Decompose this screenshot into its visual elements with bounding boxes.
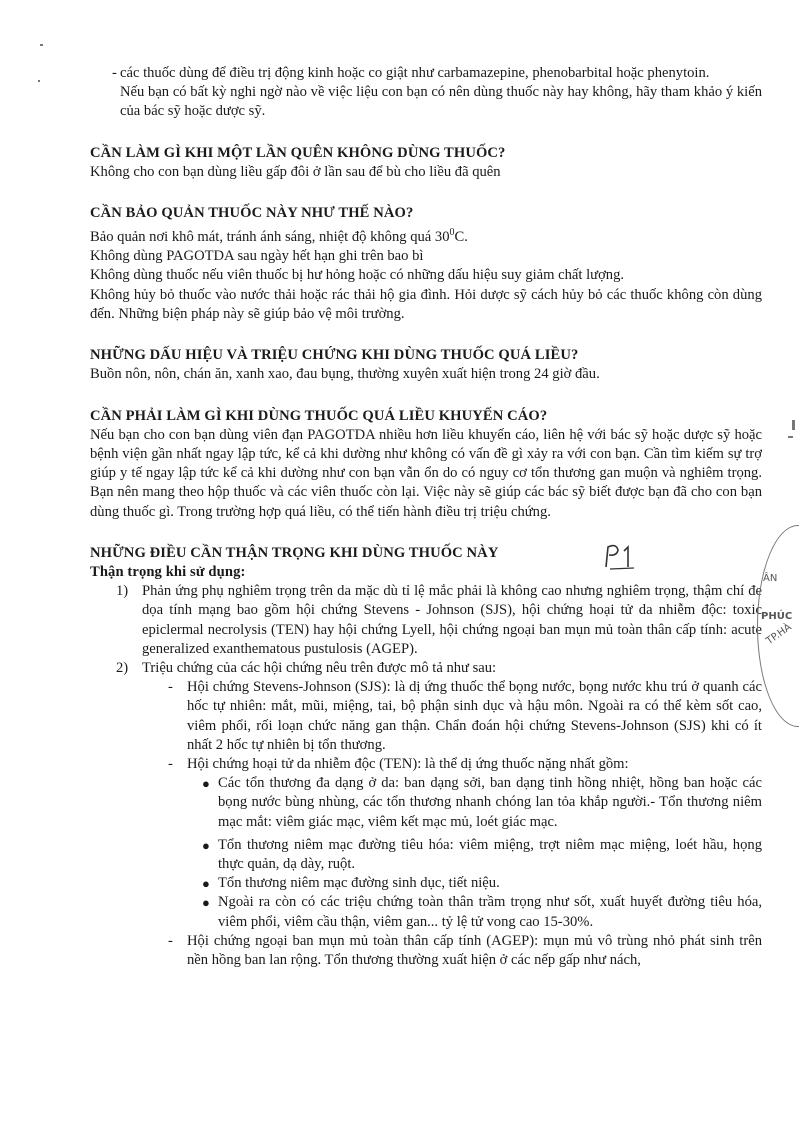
stamp-fragment: TP.HÀ xyxy=(764,621,794,648)
ten-bullet-item xyxy=(90,774,762,832)
overdose-signs-heading: NHỮNG DẤU HIỆU VÀ TRIỆU CHỨNG KHI DÙNG THUỐC QUÁ LIỀU? xyxy=(90,347,579,364)
item-number: 2) xyxy=(116,659,129,676)
ten-bullet-text: Ngoài ra còn có các triệu chứng toàn thân trầm trọng như sốt, xuất huyết đường tiêu hóa, viêm phổi, viêm cầu thận, viêm gan... tỷ lệ tử vong cao 15-30%. xyxy=(218,894,762,930)
ten-bullet-text: Tổn thương niêm mạc đường tiêu hóa: viêm miệng, trợt niêm mạc miệng, loét hầu, họng thực quản, dạ dày, ruột. xyxy=(218,836,762,872)
intro-dash-item xyxy=(90,64,762,83)
caution-item-2 xyxy=(90,659,762,678)
intro-dash-text: các thuốc dùng để điều trị động kinh hoặc co giật như carbamazepine, phenobarbital hoặc phenytoin. xyxy=(120,65,710,81)
scan-artifact xyxy=(792,420,795,430)
stamp-circle xyxy=(757,525,799,727)
ten-bullet-item xyxy=(90,836,762,874)
scan-artifact xyxy=(38,80,40,82)
storage-line-3: Không dùng thuốc nếu viên thuốc bị hư hỏng hoặc có những dấu hiệu suy giảm chất lượng. xyxy=(90,267,625,284)
item-number: 1) xyxy=(116,583,129,600)
caution-item-1 xyxy=(90,582,762,659)
handwritten-initial xyxy=(602,541,642,571)
ten-bullet-text: Các tổn thương đa dạng ở da: ban dạng sởi, ban dạng tinh hồng nhiệt, hồng ban hoặc các bọng nước bùng nhùng, các tổn thương nhanh chóng lan tỏa khắp người.- Tổn thương niêm mạc mắt: viêm giác mạc, viêm kết mạc mủ, loét giác mạc. xyxy=(218,775,762,830)
storage-line-4: Không hủy bỏ thuốc vào nước thải hoặc rác thải hộ gia đình. Hỏi dược sỹ cách hủy bỏ các thuốc không còn dùng đến. Những biện pháp này sẽ giúp bảo vệ môi trường. xyxy=(90,286,762,322)
intro-note: Nếu bạn có bất kỳ nghi ngờ nào về việc liệu con bạn có nên dùng thuốc này hay không, hãy tham khảo ý kiến của bác sỹ hoặc dược sỹ. xyxy=(120,84,762,120)
overdose-signs-text: Buồn nôn, nôn, chán ăn, xanh xao, đau bụng, thường xuyên xuất hiện trong 24 giờ đầu. xyxy=(90,366,600,383)
dash-marker: - xyxy=(168,932,173,949)
stamp-fragment: PHÚC xyxy=(761,611,793,622)
ten-text: Hội chứng hoại tử da nhiễm độc (TEN): là thể dị ứng thuốc nặng nhất gồm: xyxy=(187,755,629,772)
partial-stamp xyxy=(759,525,799,725)
ten-bullet-item xyxy=(90,893,762,931)
agep-item xyxy=(90,932,762,970)
caution-item-2-text: Triệu chứng của các hội chứng nêu trên được mô tả như sau: xyxy=(142,659,497,676)
sjs-text: Hội chứng Stevens-Johnson (SJS): là dị ứng thuốc thể bọng nước, bọng nước khu trú ở quanh các hốc tự nhiên: mắt, mũi, miệng, tai, bộ phận sinh dục và hậu môn. Ngoài ra có thể kèm sốt cao, viêm phổi, rối loạn chức năng gan thận. Chẩn đoán hội chứng Stevens-Johnson (SJS) khi có ít nhất 2 hốc tự nhiên bị tổn thương. xyxy=(187,679,762,753)
document-body xyxy=(90,64,762,970)
dash-marker: - xyxy=(168,755,173,772)
storage-line-1: Bảo quản nơi khô mát, tránh ánh sáng, nhiệt độ không quá $30^0C$. xyxy=(90,227,468,246)
dash-marker: - xyxy=(112,65,117,81)
missed-dose-heading: CẦN LÀM GÌ KHI MỘT LẦN QUÊN KHÔNG DÙNG THUỐC? xyxy=(90,144,506,161)
ten-item xyxy=(90,755,762,774)
storage-line-2: Không dùng PAGOTDA sau ngày hết hạn ghi trên bao bì xyxy=(90,248,424,265)
overdose-action-text: Nếu bạn cho con bạn dùng viên đạn PAGOTDA nhiều hơn liều khuyến cáo, liên hệ với bác sỹ hoặc dược sỹ hoặc bệnh viện gần nhất ngay lập tức, kể cả khi dường như không có vấn đề gì xảy ra với con bạn. Cần tìm kiếm sự trợ giúp y tế ngay lập tức kể cả khi dường như con bạn vẫn ổn do có nguy cơ tổn thương gan muộn và nghiêm trọng. Bạn nên mang theo hộp thuốc và các viên thuốc còn lại. Việc này sẽ giúp các bác sỹ biết được bạn đã cho con bạn dùng thuốc gì. Trong trường hợp quá liều, có thể tiến hành điều trị triệu chứng. xyxy=(90,426,762,520)
storage-heading: CẦN BẢO QUẢN THUỐC NÀY NHƯ THẾ NÀO? xyxy=(90,205,414,222)
bullet-marker: ● xyxy=(202,895,210,911)
cautions-heading: NHỮNG ĐIỀU CẦN THẬN TRỌNG KHI DÙNG THUỐC NÀY xyxy=(90,544,499,561)
ten-bullet-item xyxy=(90,874,762,893)
missed-dose-text: Không cho con bạn dùng liều gấp đôi ở lần sau để bù cho liều đã quên xyxy=(90,163,501,180)
scan-artifact xyxy=(40,44,43,46)
overdose-action-heading: CẦN PHẢI LÀM GÌ KHI DÙNG THUỐC QUÁ LIỀU KHUYẾN CÁO? xyxy=(90,407,548,424)
degree-superscript: 0 xyxy=(449,227,455,239)
scan-artifact xyxy=(788,436,793,438)
ten-bullet-text: Tổn thương niêm mạc đường sinh dục, tiết niệu. xyxy=(218,875,500,892)
caution-item-1-text: Phản ứng phụ nghiêm trọng trên da mặc dù tỉ lệ mắc phải là không cao nhưng nghiêm trọng, thậm chí đe dọa tính mạng bao gồm hội chứng Stevens - Johnson (SJS), hội chứng hoại tử da nhiễm độc: toxic epiclermal necrolysis (TEN) hay hội chứng Lyell, hội chứng ngoại ban mụn mủ toàn thân cấp tính: acute generalized exanthematous pustulosis (AGEP). xyxy=(142,583,762,657)
agep-text: Hội chứng ngoại ban mụn mủ toàn thân cấp tính (AGEP): mụn mủ vô trùng nhỏ phát sinh trên nền hồng ban lan rộng. Tổn thương thường xuất hiện ở các nếp gấp như nách, xyxy=(187,932,762,968)
cautions-subtitle: Thận trọng khi sử dụng: xyxy=(90,563,246,580)
bullet-marker: ● xyxy=(202,776,210,792)
bullet-marker: ● xyxy=(202,837,210,853)
stamp-fragment: ÂN xyxy=(763,573,778,584)
bullet-marker: ● xyxy=(202,876,210,892)
sjs-item xyxy=(90,678,762,755)
dash-marker: - xyxy=(168,679,173,696)
